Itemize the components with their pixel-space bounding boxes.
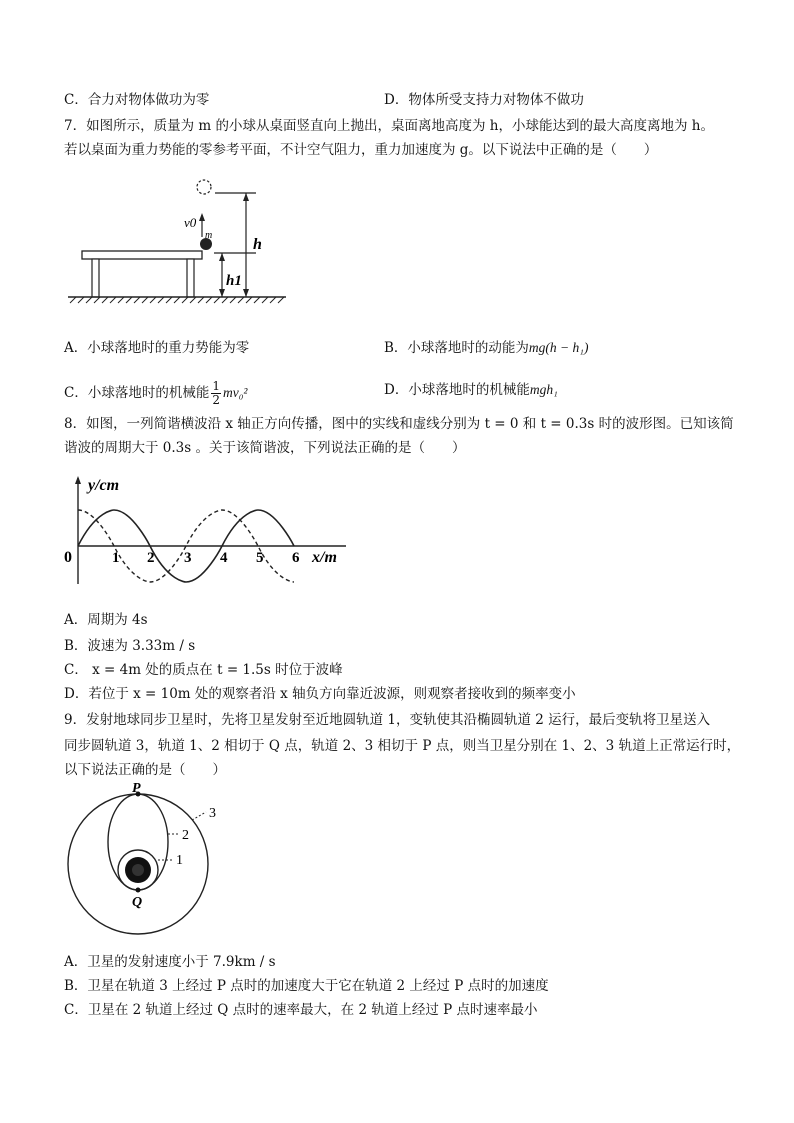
h-label: h [253, 236, 262, 253]
earth-core [132, 864, 144, 876]
q9-stem-line-3: 以下说法正确的是（ ） [64, 762, 226, 778]
q7-option-d-text: D．小球落地时的机械能 [384, 382, 530, 398]
mass-label: m [205, 230, 213, 241]
q7-option-c-text: C．小球落地时的机械能 [64, 385, 210, 401]
q7-option-d [384, 380, 558, 400]
q7-option-c-fraction [211, 380, 221, 407]
point-q [136, 888, 141, 893]
q9-stem-line-1: 9．发射地球同步卫星时，先将卫星发射至近地圆轨道 1，变轨使其沿椭圆轨道 2 运行，最后变轨将卫星送入 [64, 712, 711, 728]
q9-option-c: C．卫星在 2 轨道上经过 Q 点时的速率最大，在 2 轨道上经过 P 点时速率最小 [64, 1002, 538, 1018]
h1-arrow-bottom [219, 289, 225, 297]
v0-arrow-head [199, 213, 205, 221]
x-axis-label: x/m [312, 549, 337, 566]
q9-orbit-figure [60, 781, 230, 944]
q7-option-a: A．小球落地时的重力势能为零 [64, 340, 250, 356]
q7-option-b-text: B．小球落地时的动能为 [384, 340, 529, 356]
q9-option-a: A．卫星的发射速度小于 7.9km / s [64, 954, 276, 970]
ground-hatching [70, 297, 284, 303]
tick-label-6: 6 [292, 550, 300, 566]
h-arrow-top [243, 193, 249, 201]
q8-option-d: D．若位于 x = 10m 处的观察者沿 x 轴负方向靠近波源，则观察者接收到的频率变小 [64, 686, 576, 702]
table-leg-left [92, 259, 99, 297]
q7-stem-line-2: 若以桌面为重力势能的零参考平面，不计空气阻力，重力加速度为 g。以下说法中正确的是（ ） [64, 142, 658, 158]
orbit-3-leader [192, 812, 206, 820]
y-axis-label: y/cm [88, 477, 120, 494]
q8-stem-line-2: 谐波的周期大于 0.3s 。关于该简谐波，下列说法正确的是（ ） [64, 440, 466, 456]
table-top [82, 251, 202, 259]
q7-option-c [64, 380, 247, 407]
q8-stem-line-1: 8．如图，一列简谐横波沿 x 轴正方向传播，图中的实线和虚线分别为 t = 0 和 t = 0.3s 时的波形图。已知该简 [64, 416, 734, 432]
q6-option-d: D．物体所受支持力对物体不做功 [384, 92, 584, 108]
table-leg-right [187, 259, 194, 297]
q7-option-b-math: mg(h − h₁) [528, 340, 589, 355]
v0-label: v0 [184, 215, 197, 230]
h1-arrow-top [219, 253, 225, 261]
point-q-label: Q [132, 895, 143, 910]
q7-option-d-math: mgh₁ [529, 382, 558, 397]
q6-option-c: C．合力对物体做功为零 [64, 92, 210, 108]
point-p-label: P [132, 781, 141, 796]
orbit-2-label: 2 [182, 828, 189, 843]
q9-stem-line-2: 同步圆轨道 3，轨道 1、2 相切于 Q 点，轨道 2、3 相切于 P 点，则当卫星分别在 1、2、3 轨道上正常运行时， [64, 738, 741, 754]
tick-label-2: 2 [147, 550, 155, 566]
q7-table-ball-figure [60, 175, 300, 315]
q7-stem-line-1: 7．如图所示，质量为 m 的小球从桌面竖直向上抛出，桌面离地高度为 h，小球能达到的最大高度离地为 h。 [64, 118, 714, 134]
fraction-denominator: 2 [212, 393, 220, 407]
tick-label-1: 1 [112, 550, 120, 566]
h1-label: h1 [226, 273, 242, 289]
q7-option-b [384, 338, 588, 358]
fraction-numerator: 1 [212, 379, 220, 393]
tick-label-5: 5 [256, 550, 264, 566]
q8-option-b: B．波速为 3.33m / s [64, 638, 196, 654]
max-height-ball-dashed [197, 180, 211, 194]
origin-label: 0 [64, 549, 72, 566]
q8-option-c: C． x = 4m 处的质点在 t = 1.5s 时位于波峰 [64, 662, 343, 678]
orbit-1-label: 1 [176, 853, 183, 868]
q9-option-b: B．卫星在轨道 3 上经过 P 点时的加速度大于它在轨道 2 上经过 P 点时的加速度 [64, 978, 549, 994]
tick-label-4: 4 [220, 550, 228, 566]
tick-label-3: 3 [184, 550, 192, 566]
q8-wave-graph [60, 472, 360, 592]
orbit-3-label: 3 [209, 806, 216, 821]
q7-option-c-math: mv₀² [222, 385, 248, 400]
h-arrow-bottom [243, 289, 249, 297]
y-axis-arrow [75, 476, 81, 484]
q8-option-a: A．周期为 4s [64, 612, 148, 628]
